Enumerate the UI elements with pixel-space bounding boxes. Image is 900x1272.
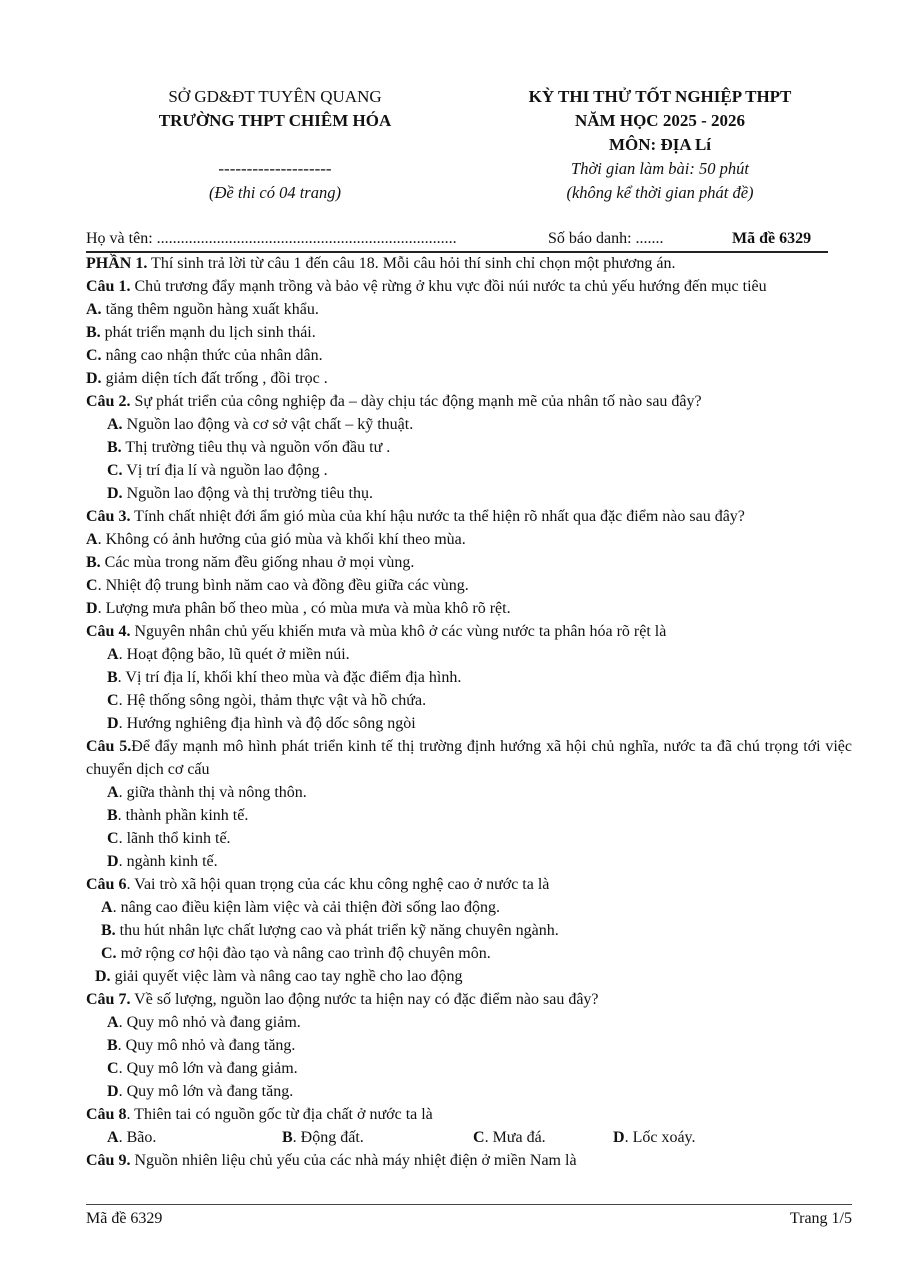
- q4-option-a[interactable]: A. Hoạt động bão, lũ quét ở miền núi.: [107, 646, 350, 663]
- q7-option-d[interactable]: D. Quy mô lớn và đang tăng.: [107, 1083, 294, 1100]
- school-year: NĂM HỌC 2025 - 2026: [575, 111, 745, 130]
- question-3: Câu 3. Tính chất nhiệt đới ẩm gió mùa của khí hậu nước ta thể hiện rõ nhất qua đặc điểm nào sau đây?: [86, 508, 745, 525]
- pages-note: (Đề thi có 04 trang): [209, 183, 341, 202]
- exam-body: [86, 252, 852, 1172]
- q1-option-c[interactable]: C. nâng cao nhận thức của nhân dân.: [86, 347, 323, 364]
- q3-option-d[interactable]: D. Lượng mưa phân bố theo mùa , có mùa mưa và mùa khô rõ rệt.: [86, 600, 511, 617]
- q6-option-c[interactable]: C. mở rộng cơ hội đào tạo và nâng cao trình độ chuyên môn.: [101, 945, 491, 962]
- q1-option-d[interactable]: D. giảm diện tích đất trống , đồi trọc .: [86, 370, 328, 387]
- question-5: Câu 5.Để đẩy mạnh mô hình phát triển kinh tế thị trường định hướng xã hội chủ nghĩa, nước ta đã chú trọng tới việc chuyển dịch cơ cấu: [86, 738, 853, 778]
- subject: MÔN: ĐỊA Lí: [609, 135, 711, 154]
- exam-time: Thời gian làm bài: 50 phút: [571, 159, 749, 178]
- q8-option-d[interactable]: D. Lốc xoáy.: [613, 1129, 696, 1146]
- part1-title: PHẦN 1.: [86, 255, 148, 272]
- question-2: Câu 2. Sự phát triển của công nghiệp đa – dày chịu tác động mạnh mẽ của nhân tố nào sau đây?: [86, 393, 702, 410]
- q2-option-d[interactable]: D. Nguồn lao động và thị trường tiêu thụ.: [107, 485, 373, 502]
- q8-option-c[interactable]: C. Mưa đá.: [473, 1129, 546, 1146]
- q5-option-d[interactable]: D. ngành kinh tế.: [107, 853, 218, 870]
- question-4: Câu 4. Nguyên nhân chủ yếu khiến mưa và mùa khô ở các vùng nước ta phân hóa rõ rệt là: [86, 623, 667, 640]
- q5-option-c[interactable]: C. lãnh thổ kinh tế.: [107, 830, 231, 847]
- q6-option-a[interactable]: A. nâng cao điều kiện làm việc và cải thiện đời sống lao động.: [101, 899, 501, 916]
- q8-option-b[interactable]: B. Động đất.: [282, 1129, 364, 1146]
- q3-option-a[interactable]: A. Không có ảnh hưởng của gió mùa và khối khí theo mùa.: [86, 531, 466, 548]
- q7-option-c[interactable]: C. Quy mô lớn và đang giảm.: [107, 1060, 298, 1077]
- question-6: Câu 6. Vai trò xã hội quan trọng của các khu công nghệ cao ở nước ta là: [86, 876, 550, 893]
- q7-option-a[interactable]: A. Quy mô nhỏ và đang giảm.: [107, 1014, 301, 1031]
- question-1: Câu 1. Chủ trương đẩy mạnh trồng và bảo vệ rừng ở khu vực đồi núi nước ta chủ yếu hướng đến mục tiêu: [86, 278, 767, 295]
- candidate-info-line: [86, 229, 828, 253]
- q3-option-b[interactable]: B. Các mùa trong năm đều giống nhau ở mọi vùng.: [86, 554, 415, 571]
- header-left: [130, 85, 420, 205]
- q6-option-d[interactable]: D. giải quyết việc làm và nâng cao tay nghề cho lao động: [95, 968, 463, 985]
- q2-option-b[interactable]: B. Thị trường tiêu thụ và nguồn vốn đầu tư .: [107, 439, 391, 456]
- q7-option-b[interactable]: B. Quy mô nhỏ và đang tăng.: [107, 1037, 296, 1054]
- q4-option-b[interactable]: B. Vị trí địa lí, khối khí theo mùa và đặc điểm địa hình.: [107, 669, 462, 686]
- header-dashes: --------------------: [218, 159, 332, 178]
- page-number: Trang 1/5: [789, 1210, 852, 1227]
- part1-instruction: PHẦN 1. Thí sinh trả lời từ câu 1 đến câu 18. Mỗi câu hỏi thí sinh chỉ chọn một phương án.: [86, 255, 676, 272]
- q4-option-d[interactable]: D. Hướng nghiêng địa hình và độ dốc sông ngòi: [107, 715, 416, 732]
- q5-option-a[interactable]: A. giữa thành thị và nông thôn.: [107, 784, 307, 801]
- q5-option-b[interactable]: B. thành phần kinh tế.: [107, 807, 249, 824]
- footer-exam-code: Mã đề 6329: [86, 1210, 163, 1227]
- q4-option-c[interactable]: C. Hệ thống sông ngòi, thảm thực vật và hồ chứa.: [107, 692, 427, 709]
- q6-option-b[interactable]: B. thu hút nhân lực chất lượng cao và phát triển kỹ năng chuyên ngành.: [101, 922, 559, 939]
- q8-options-row: [86, 1126, 852, 1149]
- header-right: [500, 85, 820, 205]
- footer-divider: [86, 1204, 852, 1205]
- name-label: Họ và tên: ...........................................................................: [86, 230, 457, 247]
- q2-option-c[interactable]: C. Vị trí địa lí và nguồn lao động .: [107, 462, 328, 479]
- department-name: SỞ GD&ĐT TUYÊN QUANG: [168, 87, 382, 106]
- q8-option-a[interactable]: A. Bão.: [107, 1129, 157, 1146]
- q1-option-b[interactable]: B. phát triển mạnh du lịch sinh thái.: [86, 324, 316, 341]
- exam-time-note: (không kể thời gian phát đề): [566, 183, 754, 202]
- q1-option-a[interactable]: A. tăng thêm nguồn hàng xuất khẩu.: [86, 301, 319, 318]
- q2-option-a[interactable]: A. Nguồn lao động và cơ sở vật chất – kỹ thuật.: [107, 416, 414, 433]
- sbd-label: Số báo danh: .......: [548, 230, 664, 247]
- question-8: Câu 8. Thiên tai có nguồn gốc từ địa chất ở nước ta là: [86, 1106, 433, 1123]
- school-name: TRƯỜNG THPT CHIÊM HÓA: [158, 111, 392, 130]
- exam-code: Mã đề 6329: [732, 230, 812, 247]
- exam-title: KỲ THI THỬ TỐT NGHIỆP THPT: [528, 87, 792, 106]
- q3-option-c[interactable]: C. Nhiệt độ trung bình năm cao và đồng đều giữa các vùng.: [86, 577, 469, 594]
- question-9: Câu 9. Nguồn nhiên liệu chủ yếu của các nhà máy nhiệt điện ở miền Nam là: [86, 1152, 577, 1169]
- question-7: Câu 7. Về số lượng, nguồn lao động nước ta hiện nay có đặc điểm nào sau đây?: [86, 991, 599, 1008]
